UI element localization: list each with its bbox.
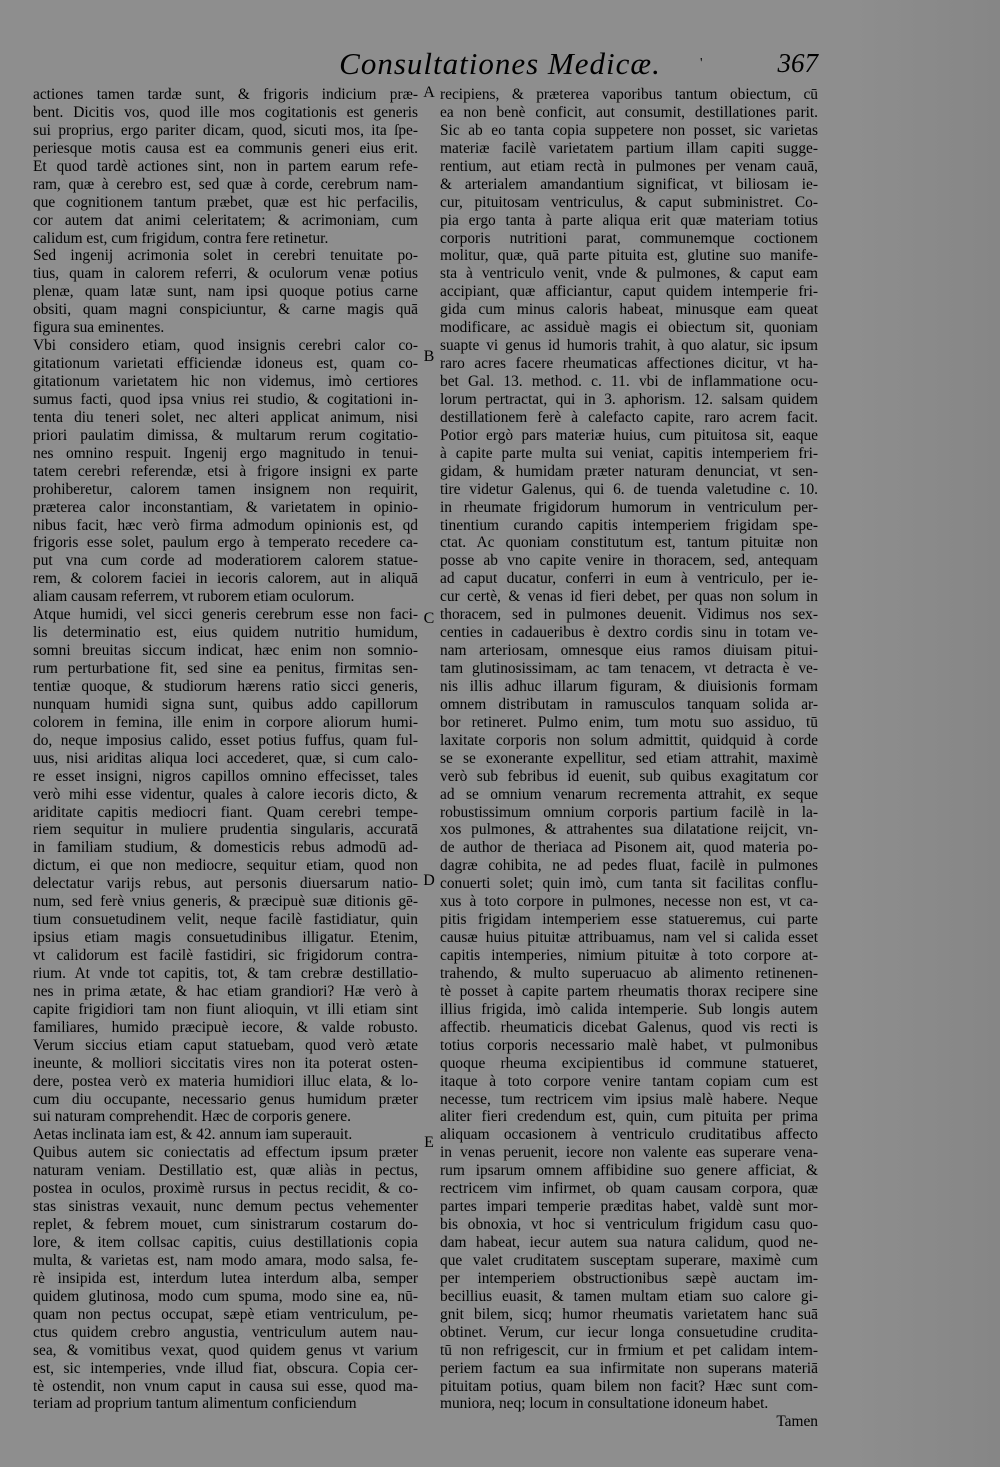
text-line: Sed ingenij acrimonia solet in cerebri tenuitate po- xyxy=(33,247,418,265)
text-line: pitis frigidam intemperiem esse statueremus, cui parte xyxy=(440,911,818,929)
text-line: ariditate capitis mediocri fiant. Quam cerebri tempe- xyxy=(33,803,418,821)
text-line: & arterialem amandantium significat, vt biliosam ie- xyxy=(440,175,818,193)
text-line: pituitam potius, quam bilem non facit? Hæc sunt com- xyxy=(440,1377,818,1395)
text-line: nunquam humidi signa sunt, quibus addo capillorum xyxy=(33,695,418,713)
text-line: bet Gal. 13. method. c. 11. vbi de inflammatione ocu- xyxy=(440,373,818,390)
text-line: uus, nisi ariditas aliqua loci accederet, quæ, si cum calo- xyxy=(33,749,418,767)
text-line: gitationum varietati efficiendæ idoneus est, quam co- xyxy=(33,355,418,373)
text-line: Et quod tardè actiones sint, non in partem earum refe- xyxy=(33,157,418,175)
text-line: nibus facit, hæc verò firma admodum opinionis est, qd xyxy=(33,516,418,534)
text-line: Verum siccius etiam caput statuebam, quod verò ætate xyxy=(33,1036,418,1054)
text-line: suapte vi genus id humoris trahit, à quo alatur, sic ipsum xyxy=(440,337,818,355)
text-line: frigoris esse solet, paulum ergo à temperato recedere ca- xyxy=(33,534,418,552)
text-line: cur, pituitosam ventriculus, & caput subministret. Co- xyxy=(440,193,818,211)
text-line: corporis nutritioni parat, communemque coctionem xyxy=(440,229,818,247)
text-line: thoracem, sed in pulmones deuenit. Vidimus nos sex- xyxy=(440,606,818,624)
text-line: modificare, ac assiduè magis ei obiectum sit, quoniam xyxy=(440,319,818,337)
text-line: à capite parte multa sui veniat, capitis intemperiem fri- xyxy=(440,444,818,462)
text-line: tire videtur Galenus, qui 6. de tuenda valetudine c. 10. xyxy=(440,480,818,498)
text-line: rectricem vim infirmet, ob quam causam corpora, quæ xyxy=(440,1180,818,1198)
text-line: re esset insigni, nigros capillos omnino effecisset, tales xyxy=(33,767,418,785)
text-line: ram, quæ à cerebro est, sed quæ à corde, cerebrum nam- xyxy=(33,175,418,193)
text-line: omnem distributam in ramusculos tanquam solida ar- xyxy=(440,695,818,713)
text-line: recipiens, & præterea vaporibus tantum obiectum, cū xyxy=(440,86,818,103)
text-line: destillationem ferè à calefacto capite, raro acrem facit. xyxy=(440,408,818,426)
text-line: nes omnino respuit. Ingenij ergo magnitudo in tenui- xyxy=(33,444,418,462)
text-line: lorum pertractat, qui in 3. aphorism. 12. salsam quidem xyxy=(440,390,818,408)
text-line: rentium, aut etiam rectà in pulmones per venam cauā, xyxy=(440,157,818,175)
text-line: quidem glutinosa, modo cum spuma, modo sine ea, nū- xyxy=(33,1287,418,1305)
text-line: bor retineret. Pulmo enim, tum motu suo assiduo, tū xyxy=(440,713,818,731)
text-line: ipsius etiam magis consuetudinibus illigatur. Etenim, xyxy=(33,929,418,947)
text-line: cor autem dat animi celeritatem; & acrimoniam, cum xyxy=(33,211,418,229)
text-line: priori paulatim dimissa, & multarum rerum cogitatio- xyxy=(33,426,418,444)
text-line: bent. Dicitis vos, quod ille mos cogitationis est generis xyxy=(33,103,418,121)
text-line: somni breuitas siccum indicat, hæc enim non somnio- xyxy=(33,642,418,660)
text-line: periesque motis causa est ea communis generi eius erit. xyxy=(33,139,418,157)
text-line: figura sua eminentes. xyxy=(33,319,165,337)
text-line: num, sed ferè vnius generis, & præcipuè suæ ditionis gē- xyxy=(33,893,418,911)
text-line: dam habeat, iecur autem sua natura calidum, quod ne- xyxy=(440,1234,818,1251)
text-line: nam arteriosam, omnesque eius ramos diuisam pitui- xyxy=(440,642,818,660)
text-line: que valet cruditatem susceptam superare, maximè cum xyxy=(440,1251,818,1269)
text-line: Aetas inclinata iam est, & 42. annum iam superauit. xyxy=(33,1126,353,1144)
text-line: trahendo, & multo superuacuo ab alimento retinenen- xyxy=(440,964,818,982)
text-line: actiones tamen tardæ sunt, & frigoris indicium præ- xyxy=(33,86,418,103)
text-line: ea non benè conficit, aut consumit, destillationes parit. xyxy=(440,103,818,121)
text-line: multa, & varietas est, nam modo amara, modo salsa, fe- xyxy=(33,1251,418,1269)
text-line: xus à toto corpore in pulmones, necesse non est, vt ca- xyxy=(440,893,818,911)
text-line: tinentium curando capitis intemperiem frigidam spe- xyxy=(440,516,818,534)
text-line: gida cum minus caloris habeat, minusque eam queat xyxy=(440,301,818,319)
page-number: 367 xyxy=(777,48,818,78)
text-line: affectib. rheumaticis dicebat Galenus, quod vis recti is xyxy=(440,1018,818,1036)
text-line: do, neque imposius calido, esset potius fuffus, quam ful- xyxy=(33,731,418,749)
text-line: illius frigida, imò calida intemperie. Sub longis autem xyxy=(440,1000,818,1018)
text-line: replet, & febrem mouet, cum sinistrarum costarum do- xyxy=(33,1216,418,1234)
text-line: Vbi considero etiam, quod insignis cerebri calor co- xyxy=(33,337,418,355)
text-line: dictum, ei que non mediocre, sequitur etiam, quod non xyxy=(33,857,418,875)
text-line: rum perturbatione fit, sed sine ea penitus, firmitas sen- xyxy=(33,660,418,677)
text-line: nis illis adhuc illarum figuram, & diuisionis formam xyxy=(440,677,818,695)
text-line: se se exonerante expellitur, sed etiam attrahit, maximè xyxy=(440,749,818,767)
text-line: xos pulmones, & attrahentes sua dilatatione reijcit, vn- xyxy=(440,821,818,839)
text-line: naturam veniam. Destillatio est, quæ aliàs in pectus, xyxy=(33,1162,418,1180)
text-line: de author de theriaca ad Pisonem ait, quod materia po- xyxy=(440,839,818,857)
text-line: causæ huius pituitæ attribuamus, nam vel si calida esset xyxy=(440,929,818,947)
margin-letter-b: B xyxy=(423,348,435,365)
printer-mark: ' xyxy=(700,56,703,71)
text-line: ad se omnium venarum recrementa attrahit, ex seque xyxy=(440,785,818,803)
text-line: centies in cadaueribus è dextro cordis sinu in totam ve- xyxy=(440,624,818,642)
text-line: ctus quidem crebro angustia, ventriculum autem nau- xyxy=(33,1323,418,1341)
text-line: cum diu occupante, necessario genus humidum præter xyxy=(33,1090,418,1108)
text-line: obtinet. Verum, cur iecur longa consuetudine crudita- xyxy=(440,1323,818,1341)
text-line: pia ergo tanta à parte aliqua erit quæ materiam totius xyxy=(440,211,818,229)
text-line: totius corporis necessario malè habet, vt pulmonibus xyxy=(440,1036,818,1054)
text-line: aliquam occasionem à ventriculo cruditatibus affecto xyxy=(440,1126,818,1144)
text-line: raro acres facere rheumaticas affectiones dicitur, vt ha- xyxy=(440,355,818,373)
text-line: partes impari temperie præditas habet, valdè sunt mor- xyxy=(440,1198,818,1216)
text-line: sumus facti, quod ipsa vnius rei studio, & cogitationi in- xyxy=(33,390,418,408)
text-line: itaque à toto corpore venire tantam copiam cum est xyxy=(440,1072,818,1090)
text-line: posse ab vno capite venire in thoracem, sed, antequam xyxy=(440,552,818,570)
text-line: sui naturam comprehendit. Hæc de corporis genere. xyxy=(33,1108,351,1126)
text-line: dere, postea verò ex materia humidiori illuc elata, & lo- xyxy=(33,1072,418,1090)
text-line: laxitate corporis non solum admittit, quidquid à corde xyxy=(440,731,818,749)
text-line: obsiti, quam magni conspiciuntur, & carne magis quā xyxy=(33,301,418,319)
text-line: capitis intemperies, nimium pituitæ à toto corpore at- xyxy=(440,947,818,964)
running-head-title: Consultationes Medicæ. xyxy=(339,46,661,81)
text-line: conuerti solet; quin imò, cum tanta sit facilitas conflu- xyxy=(440,875,818,893)
text-line: sta à ventriculo venit, vnde & pulmones, & caput eam xyxy=(440,265,818,283)
text-line: Tamen xyxy=(776,1413,818,1431)
text-line: lore, & item collsac capitis, cuius destillationis copia xyxy=(33,1234,418,1251)
text-line: que cognitionem tantum præbet, quæ est hic perfacilis, xyxy=(33,193,418,211)
margin-letter-d: D xyxy=(423,872,435,889)
margin-letter-c: C xyxy=(423,610,435,627)
text-line: familiares, humido præcipuè iecore, & valde robusto. xyxy=(33,1018,418,1036)
text-line: Quibus autem sic coniectatis ad effectum ipsum præter xyxy=(33,1144,418,1162)
text-line: sea, & vomitibus vexat, quod quidem genus vt varium xyxy=(33,1341,418,1359)
text-line: tam glutinosissimam, ac tam tenacem, vt detracta è ve- xyxy=(440,660,818,677)
text-line: tatem cerebri referendæ, etsi à frigore insigni ex parte xyxy=(33,462,418,480)
text-line: per intemperiem obstructionibus sæpè auctam im- xyxy=(440,1269,818,1287)
text-line: gitationum varietatem hic non videmus, imò certiores xyxy=(33,373,418,390)
text-line: quam non pectus occupat, sæpè etiam ventriculum, pe- xyxy=(33,1305,418,1323)
text-line: lis determinatio est, eius quidem nutritio humidum, xyxy=(33,624,418,642)
text-line: postea in oculos, proximè rursus in pectus recidit, & co- xyxy=(33,1180,418,1198)
text-line: tius, quam in calorem referri, & oculorum venæ potius xyxy=(33,265,418,283)
text-line: prohiberetur, calorem tamen insignem non requirit, xyxy=(33,480,418,498)
text-line: tè ostendit, non vnum caput in causa sui esse, quod ma- xyxy=(33,1377,418,1395)
text-line: colorem in femina, ille enim in corpore aliorum humi- xyxy=(33,713,418,731)
text-line: cur certè, & venas id fieri debet, per quas non solum in xyxy=(440,588,818,606)
text-line: aliter fieri credendum est, quin, cum pituita per prima xyxy=(440,1108,818,1126)
text-line: tentiæ quoque, & studiorum hærens ratio sicci generis, xyxy=(33,677,418,695)
text-line: nes in prima ætate, & hac etiam grandiori? Hæ verò à xyxy=(33,982,418,1000)
text-line: tenta diu teneri solet, nec alteri applicat animum, nisi xyxy=(33,408,418,426)
text-line: tè posset à capite partem rheumatis thorax recipere sine xyxy=(440,982,818,1000)
text-line: bis obnoxia, vt hoc si ventriculum frigidum casu quo- xyxy=(440,1216,818,1234)
text-line: delectatur varijs rebus, aut personis diuersarum natio- xyxy=(33,875,418,893)
text-line: plenæ, quam latæ sunt, nam ipsi quoque potius carne xyxy=(33,283,418,301)
margin-letter-e: E xyxy=(424,1134,434,1151)
page-edge-shade xyxy=(850,0,1000,1467)
text-line: calidum est, cum frigidum, contra fere retinetur. xyxy=(33,229,329,247)
text-line: riem sequitur in muliere prudentia singularis, accuratā xyxy=(33,821,418,839)
text-line: rium. At vnde tot capitis, tot, & tam crebræ destillatio- xyxy=(33,964,418,982)
margin-letter-a: A xyxy=(423,84,435,101)
text-line: in rheumate frigidorum humorum in ventriculum per- xyxy=(440,498,818,516)
text-line: rem, & colorem faciei in iecoris calorem, aut in aliquā xyxy=(33,570,418,588)
text-line: Atque humidi, vel sicci generis cerebrum esse non faci- xyxy=(33,606,418,624)
text-line: est, sic intemperies, vnde illud fiat, obscura. Copia cer- xyxy=(33,1359,418,1377)
text-line: ineunte, & molliori siccitatis vires non ita poterat osten- xyxy=(33,1054,418,1072)
text-line: accipiant, quæ afficiantur, caput quidem intemperie fri- xyxy=(440,283,818,301)
text-line: periem factum ea sua infirmitate non superans materiā xyxy=(440,1359,818,1377)
text-line: muniora, neq; locum in consultatione idoneum habet. xyxy=(440,1395,769,1413)
text-line: Potior ergò pars materiæ huius, cum pituitosa sit, eaque xyxy=(440,426,818,444)
right-text-column xyxy=(440,86,818,1431)
text-line: becillius euasit, & tamen multam etiam suo calore gi- xyxy=(440,1287,818,1305)
text-line: dagræ cohibita, ne ad pedes fluat, facilè in pulmones xyxy=(440,857,818,875)
text-line: robustissimum omnium corporis partium facilè in la- xyxy=(440,803,818,821)
text-line: sui proprius, ergo pariter dicam, quod, sicuti mos, ita ſpe- xyxy=(33,121,418,139)
text-line: molitur, quæ, quā parte pituita est, glutine suo manife- xyxy=(440,247,818,265)
text-line: gnit bilem, sicq; humor rheumatis varietatem hanc suā xyxy=(440,1305,818,1323)
text-line: in familiam studium, & domesticis rebus admodū ad- xyxy=(33,839,418,857)
text-line: verò mihi esse videntur, quales à calore iecoris dicto, & xyxy=(33,785,418,803)
text-line: rè insipida est, interdum lutea interdum alba, semper xyxy=(33,1269,418,1287)
text-line: quoque rheuma excipientibus id commune statueret, xyxy=(440,1054,818,1072)
text-line: ctat. Ac quoniam constitutum est, tantum pituitæ non xyxy=(440,534,818,552)
text-line: ad caput ducatur, conferri in eum à ventriculo, per ie- xyxy=(440,570,818,588)
text-line: aliam causam referrem, vt ruborem etiam oculorum. xyxy=(33,588,355,606)
left-text-column xyxy=(33,86,418,1413)
text-line: tium consuetudinem velit, neque facilè fastidiatur, quin xyxy=(33,911,418,929)
text-line: rum ipsarum omnem affibidine suo genere afficiat, & xyxy=(440,1162,818,1180)
text-line: necesse, tum rectricem vim ipsius malè habere. Neque xyxy=(440,1090,818,1108)
text-line: put vna cum corde ad moderatiorem calorem statue- xyxy=(33,552,418,570)
text-line: præterea calor inconstantiam, & varietatem in opinio- xyxy=(33,498,418,516)
text-line: verò sub febribus id euenit, sub quibus exagitatum cor xyxy=(440,767,818,785)
text-line: in venas peruenit, iecore non valente eas superare vena- xyxy=(440,1144,818,1162)
text-line: teriam ad proprium tantum alimentum conficiendum xyxy=(33,1395,357,1413)
text-line: materiæ facilè varietatem partium illam capiti sugge- xyxy=(440,139,818,157)
text-line: stas sinistras vexauit, nunc demum pectus vehementer xyxy=(33,1198,418,1216)
text-line: Sic ab eo tanta copia suppetere non posset, sic varietas xyxy=(440,121,818,139)
text-line: vt calidorum est facilè fastidiri, sic frigidorum contra- xyxy=(33,947,418,964)
text-line: capite frigidiori tam non fiunt alioquin, vt illi etiam sint xyxy=(33,1000,418,1018)
text-line: tū non refrigescit, cur in frmium et pet calidam intem- xyxy=(440,1341,818,1359)
text-line: gidam, & humidam præter naturam denunciat, vt sen- xyxy=(440,462,818,480)
